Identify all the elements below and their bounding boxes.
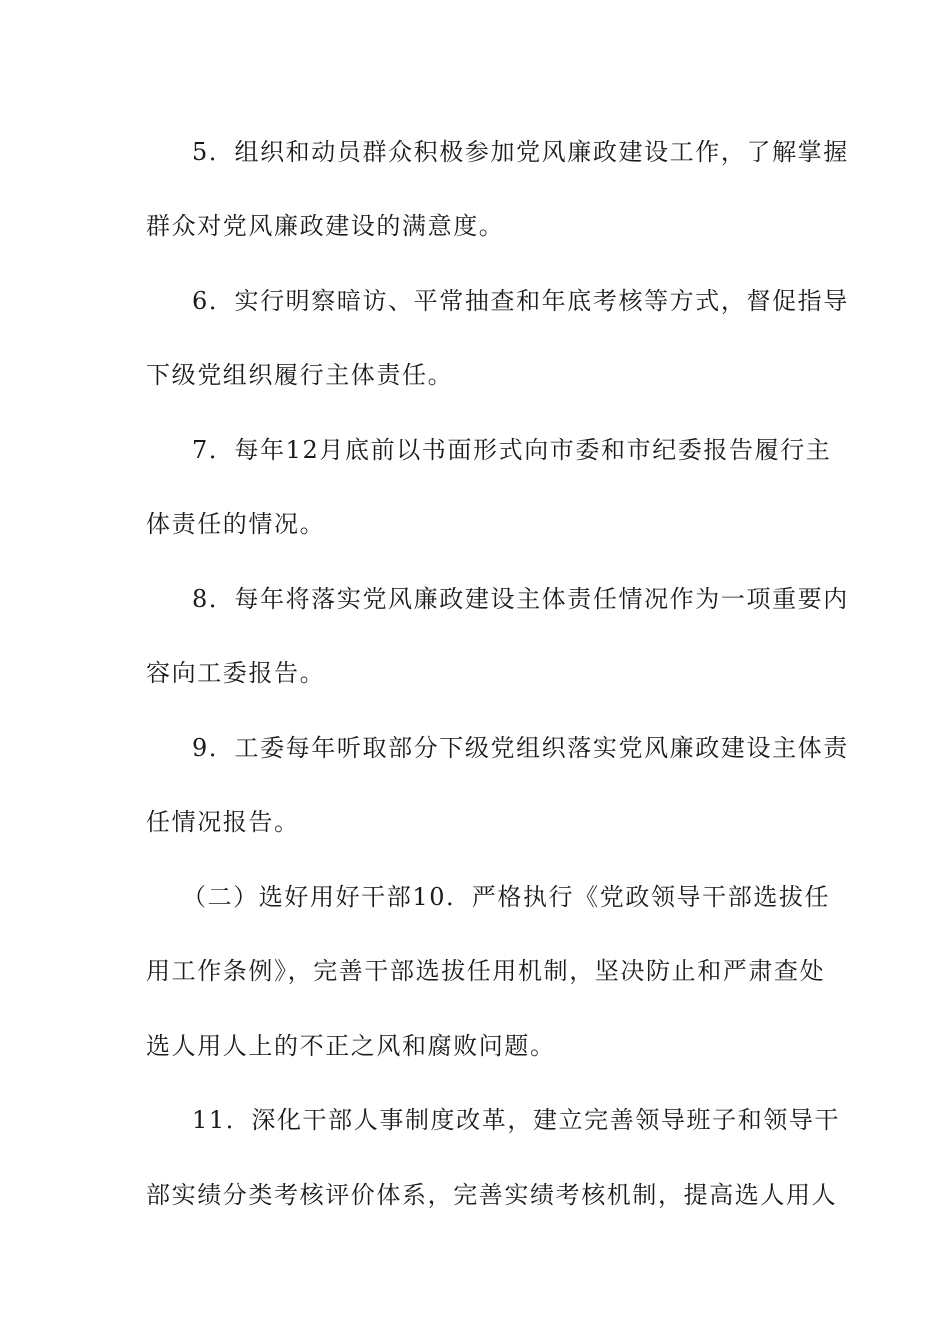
paragraph-7-line-2: 体责任的情况。 xyxy=(146,510,326,538)
section-2-line-2: 用工作条例》，完善干部选拔任用机制，坚决防止和严肃查处 xyxy=(146,957,826,985)
paragraph-6-line-1: 6．实行明察暗访、平常抽查和年底考核等方式，督促指导 xyxy=(192,287,849,315)
section-2-line-1: （二）选好用好干部10．严格执行《党政领导干部选拔任 xyxy=(182,883,831,911)
paragraph-5-line-2: 群众对党风廉政建设的满意度。 xyxy=(146,212,505,240)
paragraph-6-line-2: 下级党组织履行主体责任。 xyxy=(146,361,454,389)
paragraph-9-line-2: 任情况报告。 xyxy=(146,808,300,836)
paragraph-11-line-1: 11．深化干部人事制度改革，建立完善领导班子和领导干 xyxy=(192,1106,841,1134)
paragraph-11-line-2: 部实绩分类考核评价体系，完善实绩考核机制，提高选人用人 xyxy=(146,1181,838,1209)
paragraph-5-line-1: 5．组织和动员群众积极参加党风廉政建设工作，了解掌握 xyxy=(192,138,849,166)
section-2-line-3: 选人用人上的不正之风和腐败问题。 xyxy=(146,1032,556,1060)
paragraph-7-line-1: 7．每年12月底前以书面形式向市委和市纪委报告履行主 xyxy=(192,436,832,464)
paragraph-9-line-1: 9．工委每年听取部分下级党组织落实党风廉政建设主体责 xyxy=(192,734,849,762)
paragraph-8-line-2: 容向工委报告。 xyxy=(146,659,326,687)
paragraph-8-line-1: 8．每年将落实党风廉政建设主体责任情况作为一项重要内 xyxy=(192,585,849,613)
